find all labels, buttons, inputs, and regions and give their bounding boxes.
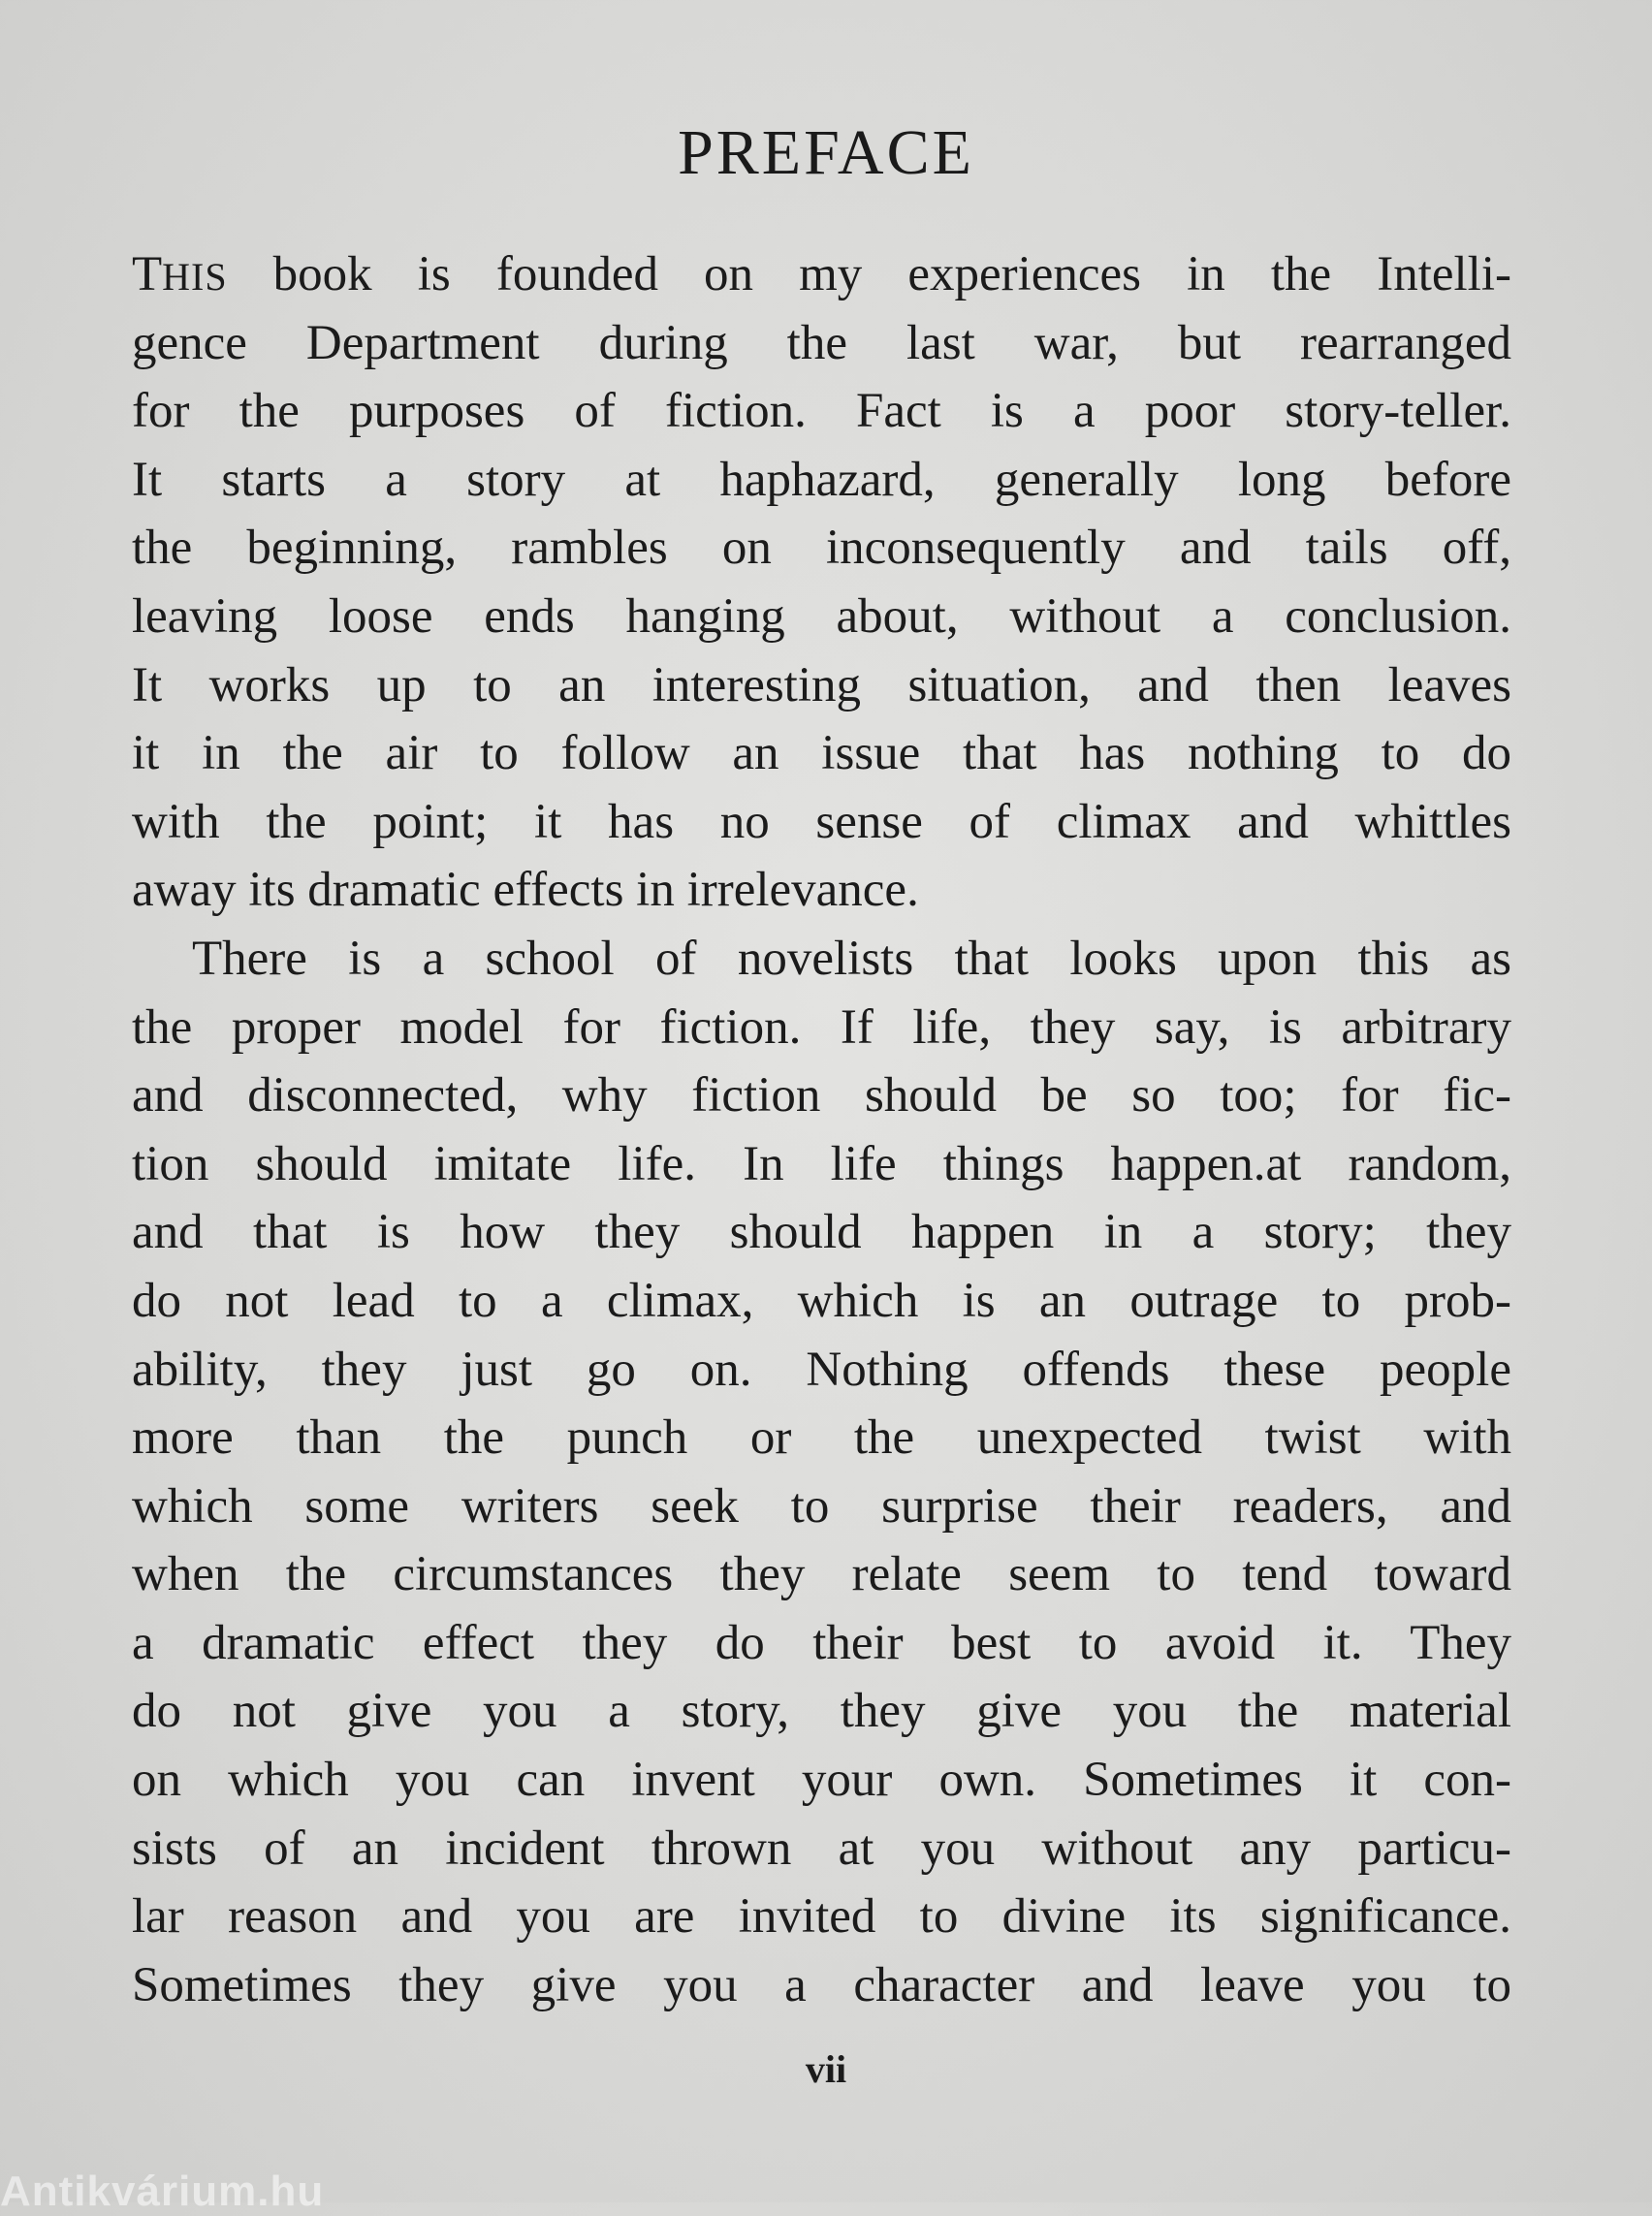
page-number: vii <box>805 2047 847 2091</box>
text-line-14: tion should imitate life. In life things happen.at random, <box>132 1136 1511 1191</box>
text-line-11: There is a school of novelists that looks upon this as <box>192 931 1511 986</box>
text-line-1-rest: book is founded on my experiences in the Intelli- <box>227 247 1511 301</box>
text-line-23: on which you can invent your own. Sometimes it con- <box>132 1753 1511 1808</box>
first-word-initial: T <box>132 247 163 301</box>
text-line-22: do not give you a story, they give you the material <box>132 1684 1511 1739</box>
text-line-25: lar reason and you are invited to divine its significance. <box>132 1889 1511 1945</box>
text-line-20: when the circumstances they relate seem to tend toward <box>132 1547 1511 1602</box>
text-line-21: a dramatic effect they do their best to avoid it. They <box>132 1615 1511 1670</box>
text-line-2: gence Department during the last war, but rearranged <box>132 315 1511 370</box>
text-line-24: sists of an incident thrown at you without any particu- <box>132 1820 1511 1876</box>
text-line-6: leaving loose ends hanging about, without a conclusion. <box>132 588 1511 644</box>
text-line-13: and disconnected, why fiction should be so too; for fic- <box>132 1068 1511 1124</box>
text-line-3: for the purposes of fiction. Fact is a poor story-teller. <box>132 384 1511 439</box>
watermark: Antikvárium.hu <box>0 2168 325 2215</box>
text-line-15: and that is how they should happen in a story; they <box>132 1205 1511 1260</box>
preface-body <box>132 240 1511 2019</box>
text-line-9: with the point; it has no sense of climax and whittles <box>132 794 1511 849</box>
text-line-5: the beginning, rambles on inconsequently and tails off, <box>132 521 1511 576</box>
text-line-19: which some writers seek to surprise their readers, and <box>132 1478 1511 1534</box>
text-line-1 <box>132 240 1511 309</box>
page-title: PREFACE <box>678 117 974 188</box>
text-line-10: away its dramatic effects in irrelevance. <box>132 863 919 918</box>
text-line-18: more than the punch or the unexpected twist with <box>132 1410 1511 1466</box>
text-line-4: It starts a story at haphazard, generally long before <box>132 452 1511 507</box>
text-line-17: ability, they just go on. Nothing offends these people <box>132 1342 1511 1397</box>
text-line-8: it in the air to follow an issue that has nothing to do <box>132 726 1511 781</box>
text-line-7: It works up to an interesting situation, and then leaves <box>132 657 1511 712</box>
show-through-text <box>136 0 1512 116</box>
first-word-small-caps: HIS <box>162 255 228 299</box>
text-line-12: the proper model for fiction. If life, they say, is arbitrary <box>132 999 1511 1055</box>
text-line-16: do not lead to a climax, which is an outrage to prob- <box>132 1273 1511 1328</box>
text-line-26: Sometimes they give you a character and leave you to <box>132 1957 1511 2012</box>
